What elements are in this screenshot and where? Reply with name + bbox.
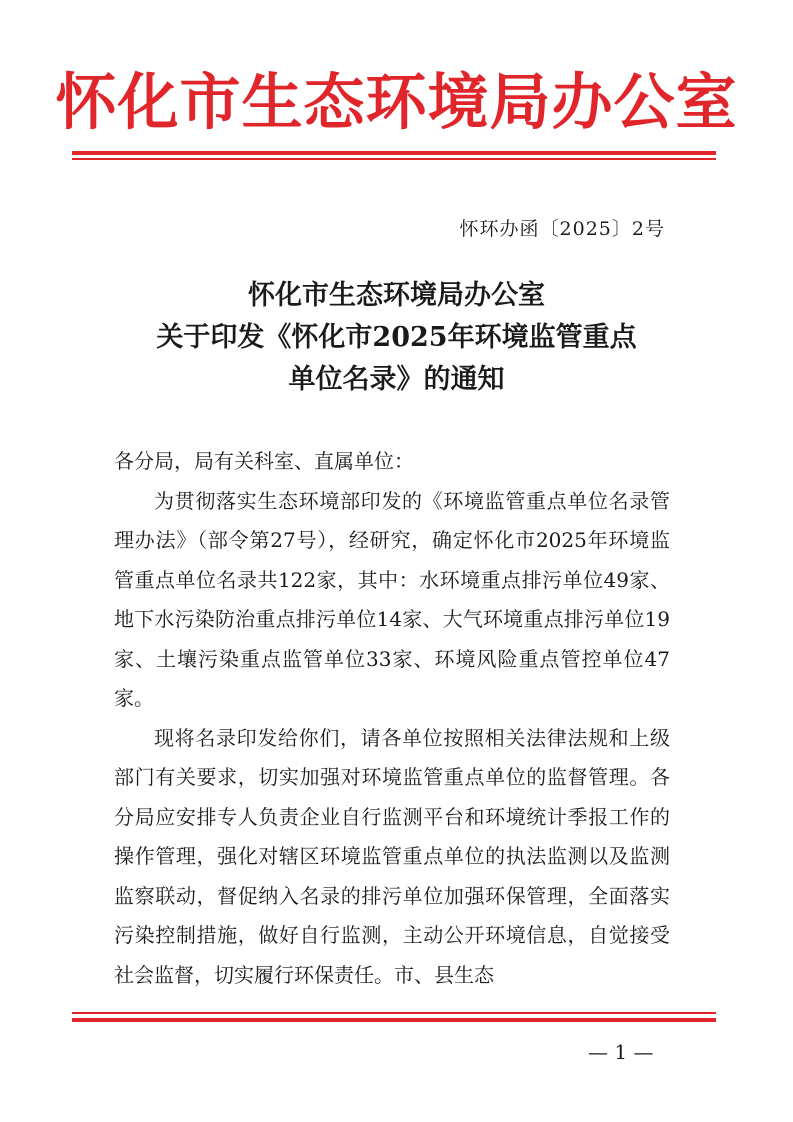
masthead-divider-top bbox=[72, 151, 716, 155]
document-body bbox=[114, 442, 670, 995]
title-line-3: 单位名录》的通知 bbox=[288, 364, 505, 395]
masthead-org-name: 怀化市生态环境局办公室 bbox=[55, 67, 738, 138]
salutation: 各分局，局有关科室、直属单位： bbox=[114, 449, 414, 473]
masthead-divider-bottom bbox=[72, 158, 716, 160]
document-title bbox=[0, 275, 793, 401]
body-paragraph-2: 现将名录印发给你们，请各单位按照相关法律法规和上级部门有关要求，切实加强对环境监管重点单位的监督管理。各分局应安排专人负责企业自行监测平台和环境统计季报工作的操作管理，强化对辖区环境监管重点单位的执法监测以及监测监察联动，督促纳入名录的排污单位加强环保管理，全面落实污染控制措施，做好自行监测，主动公开环境信息，自觉接受社会监督，切实履行环保责任。市、县生态 bbox=[114, 725, 670, 987]
footer-divider-bottom bbox=[72, 1018, 716, 1022]
title-line-2: 关于印发《怀化市2025年环境监管重点 bbox=[156, 322, 637, 353]
footer-divider-top bbox=[72, 1012, 716, 1014]
title-line-1: 怀化市生态环境局办公室 bbox=[248, 280, 545, 311]
document-number: 怀环办函〔2025〕2号 bbox=[459, 218, 665, 240]
page-number: — 1 — bbox=[588, 1040, 654, 1064]
body-paragraph-1: 为贯彻落实生态环境部印发的《环境监管重点单位名录管理办法》（部令第27号），经研究，确定怀化市2025年环境监管重点单位名录共122家，其中：水环境重点排污单位49家、地下水污染防治重点排污单位14家、大气环境重点排污单位19家、土壤污染重点监管单位33家、环境风险重点管控单位47家。 bbox=[114, 488, 670, 710]
